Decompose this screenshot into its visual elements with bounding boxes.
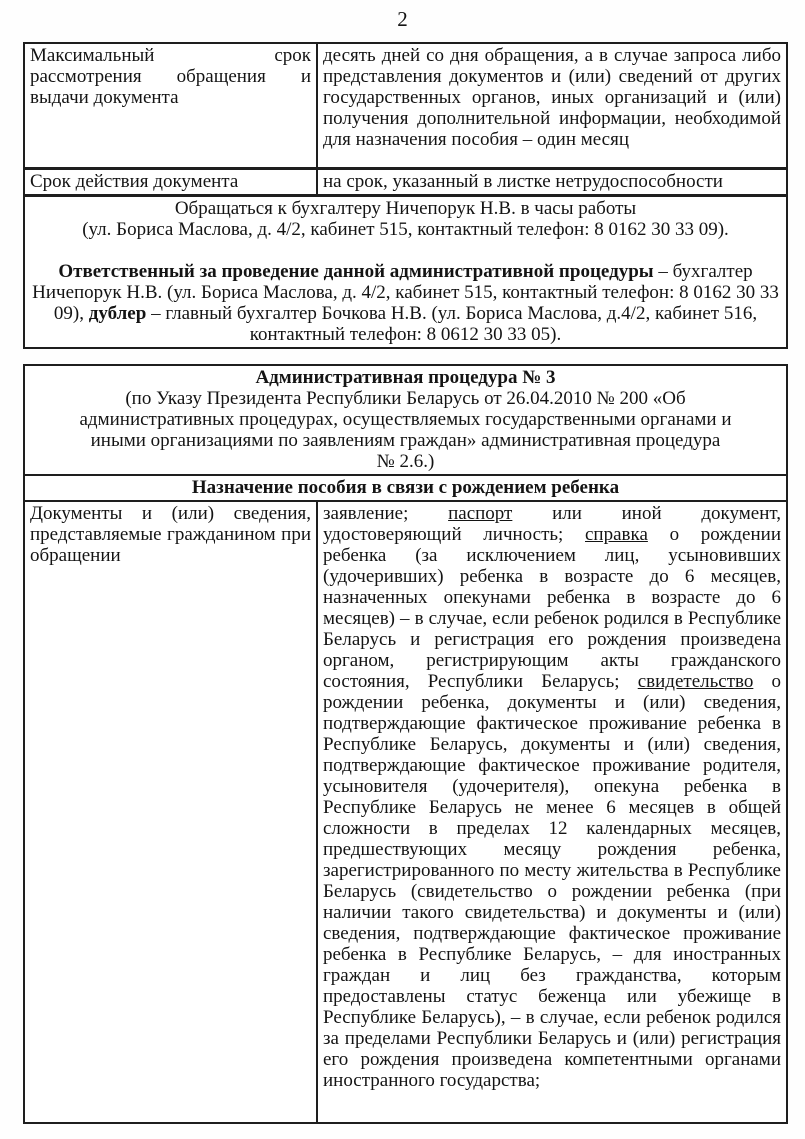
table-row — [24, 195, 787, 348]
max-review-term-label: Максимальный срок рассмотрения обращения и выдачи документа — [24, 43, 317, 168]
procedure-3-title: Административная процедура № 3 — [255, 366, 556, 388]
table-row — [24, 475, 787, 501]
contact-note-line1: Обращаться к бухгалтеру Ничепорук Н.В. в часы работы — [174, 197, 637, 219]
procedure-3-table — [23, 364, 788, 1124]
validity-term-value: на срок, указанный в листке нетрудоспособности — [317, 168, 787, 195]
table-row — [24, 501, 787, 1123]
procedure-3-subtitle-line: (по Указу Президента Республики Беларусь от 26.04.2010 № 200 «Об — [125, 387, 686, 409]
procedure-3-subtitle-line: административных процедурах, осуществляемых государственными органами и — [79, 408, 732, 430]
contact-note-cell — [24, 195, 787, 348]
contact-note-line2: (ул. Бориса Маслова, д. 4/2, кабинет 515, контактный телефон: 8 0162 30 33 09). — [82, 218, 729, 240]
validity-term-label: Срок действия документа — [24, 168, 317, 195]
table-row — [24, 168, 787, 195]
blank-line — [30, 240, 781, 261]
procedure-3-subtitle-line: № 2.6.) — [376, 450, 435, 472]
page-number: 2 — [397, 7, 408, 31]
table-row — [24, 365, 787, 475]
max-review-term-value: десять дней со дня обращения, а в случае запроса либо представления документов и (или) сведений от других государственных органов, иных организаций и (или) получения дополнительной информации, необходимой для назначения пособия – один месяц — [317, 43, 787, 168]
table-row — [24, 43, 787, 168]
documents-required-label: Документы и (или) сведения, представляемые гражданином при обращении — [24, 501, 317, 1123]
responsible-person-note: Ответственный за проведение данной административной процедуры – бухгалтер Ничепорук Н.В. (ул. Бориса Маслова, д. 4/2, кабинет 515, контактный телефон: 8 0162 30 33 09), дублер – главный бухгалтер Бочкова Н.В. (ул. Бориса Маслова, д.4/2, кабинет 516, контактный телефон: 8 0612 30 33 05). — [32, 260, 779, 345]
procedure-3-subtitle-line: иными организациями по заявлениям граждан» административная процедура — [90, 429, 721, 451]
benefit-section-title: Назначение пособия в связи с рождением ребенка — [24, 475, 787, 501]
documents-required-value: заявление; паспорт или иной документ, удостоверяющий личность; справка о рождении ребенка (за исключением лиц, усыновивших (удочеривших) ребенка в возрасте до 6 месяцев, назначенных опекунами ребенка в возрасте до 6 месяцев) – в случае, если ребенок родился в Республике Беларусь и регистрация его рождения произведена органом, регистрирующим акты гражданского состояния, Республики Беларусь; свидетельство о рождении ребенка, документы и (или) сведения, подтверждающие фактическое проживание ребенка в Республике Беларусь, документы и (или) сведения, подтверждающие фактическое проживание родителя, усыновителя (удочерителя), опекуна ребенка в Республике Беларусь не менее 6 месяцев в общей сложности в пределах 12 календарных месяцев, предшествующих месяцу рождения ребенка, зарегистрированного по месту жительства в Республике Беларусь (свидетельство о рождении ребенка (при наличии такого свидетельства) и документы и (или) сведения, подтверждающие фактическое проживание ребенка в Республике Беларусь, – для иностранных граждан и лиц без гражданства, которым предоставлены статус беженца или убежище в Республике Беларусь), – в случае, если ребенок родился за пределами Республики Беларусь и (или) регистрация его рождения произведена компетентными органами иностранного государства; — [317, 501, 787, 1123]
procedure-deadlines-table — [23, 42, 788, 349]
procedure-3-header-cell — [24, 365, 787, 475]
